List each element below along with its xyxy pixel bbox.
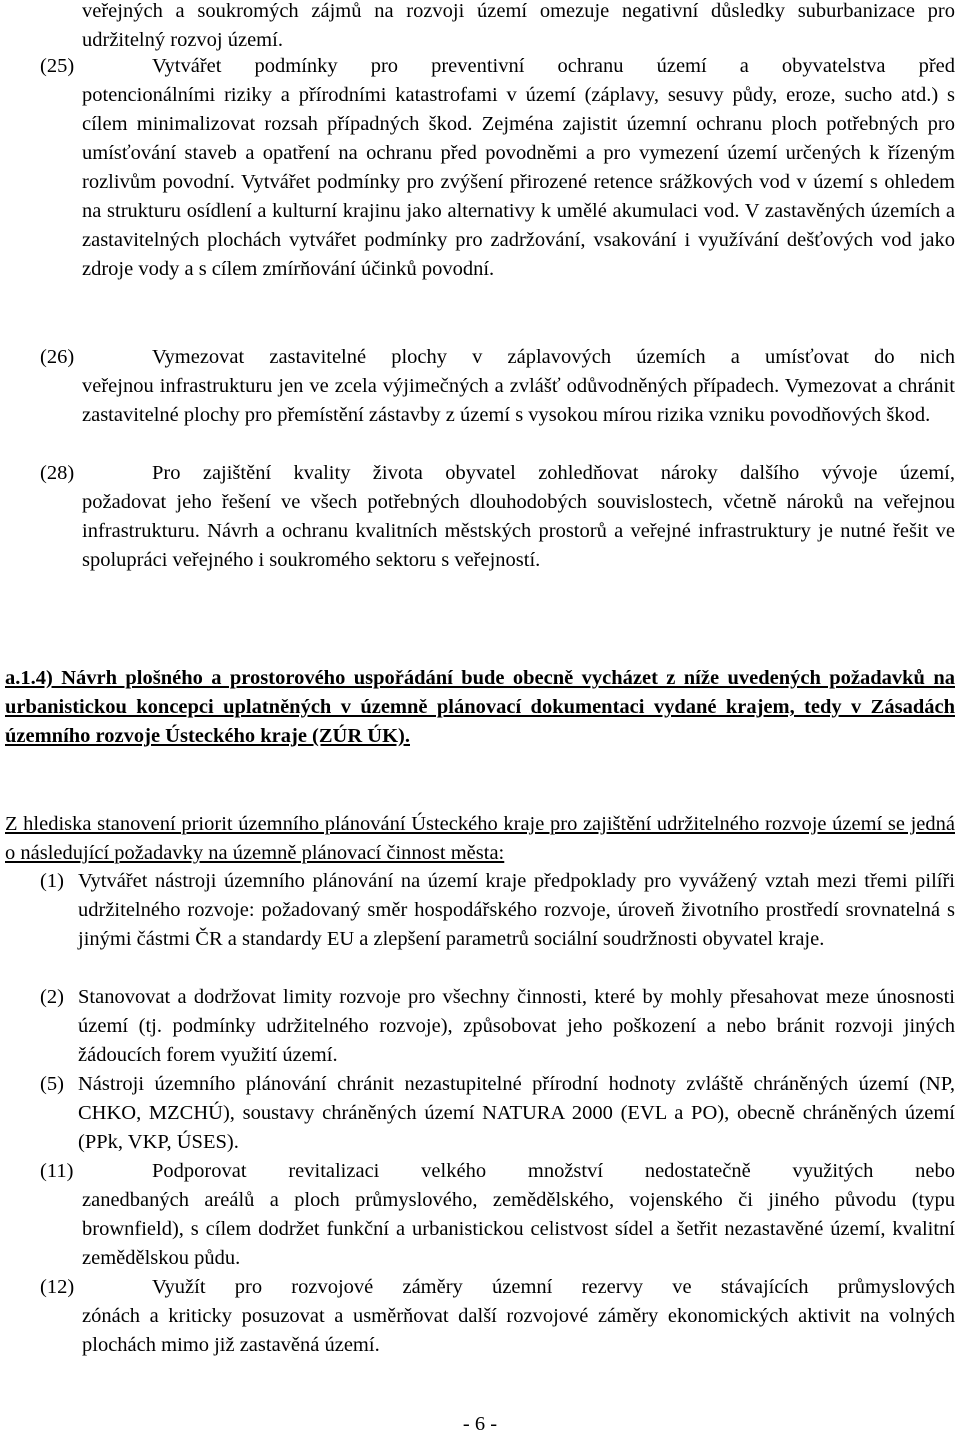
item-text: Stanovovat a dodržovat limity rozvoje pro všechny činnosti, které by mohly přesahovat meze únosnosti území (tj. podmínky udržitelného rozvoje), způsobovat jeho poškození a nebo bránit rozvoji jiných žádoucích forem využití území. bbox=[78, 986, 955, 1066]
item-number: (1) bbox=[40, 870, 64, 892]
list-item bbox=[40, 1157, 955, 1273]
page-number: - 6 - bbox=[462, 1413, 498, 1435]
list-item bbox=[40, 983, 955, 1070]
item-text: Vytvářet nástroji územního plánování na území kraje předpoklady pro vyvážený vztah mezi třemi pilíři udržitelného rozvoje: požadovaný směr hospodářského rozvoje, úroveň životního prostředí srovnatelná s jinými částmi ČR a standardy EU a zlepšení parametrů sociální soudržnosti obyvatel kraje. bbox=[78, 870, 955, 950]
item-number: (26) bbox=[40, 346, 75, 368]
item-first-line: Využít pro rozvojové záměry územní rezervy ve stávajících průmyslových bbox=[152, 1276, 955, 1298]
list-item bbox=[40, 343, 955, 430]
item-first-line: Vytvářet podmínky pro preventivní ochranu území a obyvatelstva před bbox=[152, 55, 955, 77]
list-item bbox=[40, 52, 955, 284]
item-text: potencionálními riziky a přírodními katastrofami v území (záplavy, sesuvy půdy, eroze, sucho atd.) s cílem minimalizovat rozsah případných škod. Zejména zajistit územní ochranu ploch potřebných pro umísťování staveb a opatření na ochranu před povodněmi a pro vymezení území určených k řízeným rozlivům povodní. Vytvářet podmínky pro zvýšení přirozené retence srážkových vod v území s ohledem na strukturu osídlení a kulturní krajinu jako alternativy k umělé akumulaci vod. V zastavěných územích a zastavitelných plochách vytvářet podmínky pro zadržování, vsakování i využívání dešťových vod jako zdroje vody a s cílem zmírňování účinků povodní. bbox=[82, 84, 955, 280]
item-number: (28) bbox=[40, 462, 75, 484]
item-text: požadovat jeho řešení ve všech potřebných dlouhodobých souvislostech, včetně nároků na veřejnou infrastrukturu. Návrh a ochranu kvalitních městských prostorů a veřejné infrastruktury je nutné řešit ve spolupráci veřejného i soukromého sektoru s veřejností. bbox=[82, 491, 955, 571]
item-number: (2) bbox=[40, 986, 64, 1008]
item-first-line: Podporovat revitalizaci velkého množství nedostatečně využitých nebo bbox=[152, 1160, 955, 1182]
item-text: zónách a kriticky posuzovat a usměrňovat další rozvojové záměry ekonomických aktivit na volných plochách mimo již zastavěná území. bbox=[82, 1305, 955, 1356]
intro-paragraph: Z hlediska stanovení priorit územního plánování Ústeckého kraje pro zajištění udržitelného rozvoje území se jedná o následující požadavky na územně plánovací činnost města: bbox=[5, 813, 955, 864]
list-item bbox=[40, 867, 955, 954]
item-number: (11) bbox=[40, 1160, 74, 1182]
item-text: Nástroji územního plánování chránit nezastupitelné přírodní hodnoty zvláště chráněných území (NP, CHKO, MZCHÚ), soustavy chráněných území NATURA 2000 (EVL a PO), obecně chráněných území (PPk, VKP, ÚSES). bbox=[78, 1073, 955, 1153]
item-text: zanedbaných areálů a ploch průmyslového, zemědělského, vojenského či jiného původu (typu brownfield), s cílem dodržet funkční a urbanistickou celistvost sídel a šetřit nezastavěné území, kvalitní zemědělskou půdu. bbox=[82, 1189, 955, 1269]
item-text: veřejnou infrastrukturu jen ve zcela výjimečných a zvlášť odůvodněných případech. Vymezovat a chránit zastavitelné plochy pro přemístění zástavby z území s vysokou mírou rizika vzniku povodňových škod. bbox=[82, 375, 955, 426]
item-number: (5) bbox=[40, 1073, 64, 1095]
item-number: (12) bbox=[40, 1276, 75, 1298]
item-first-line: Pro zajištění kvality života obyvatel zohledňovat nároky dalšího vývoje území, bbox=[152, 462, 955, 484]
list-item bbox=[40, 459, 955, 575]
list-item bbox=[40, 1070, 955, 1157]
section-heading: a.1.4) Návrh plošného a prostorového uspořádání bude obecně vycházet z níže uvedených požadavků na urbanistickou koncepci uplatněných v územně plánovací dokumentaci vydané krajem, tedy v Zásadách územního rozvoje Ústeckého kraje (ZÚR ÚK). bbox=[5, 667, 955, 747]
item-first-line: Vymezovat zastavitelné plochy v záplavových územích a umísťovat do nich bbox=[152, 346, 955, 368]
paragraph-continuation: veřejných a soukromých zájmů na rozvoji území omezuje negativní důsledky suburbanizace pro udržitelný rozvoj území. bbox=[82, 0, 955, 51]
item-number: (25) bbox=[40, 55, 75, 77]
list-item bbox=[40, 1273, 955, 1360]
